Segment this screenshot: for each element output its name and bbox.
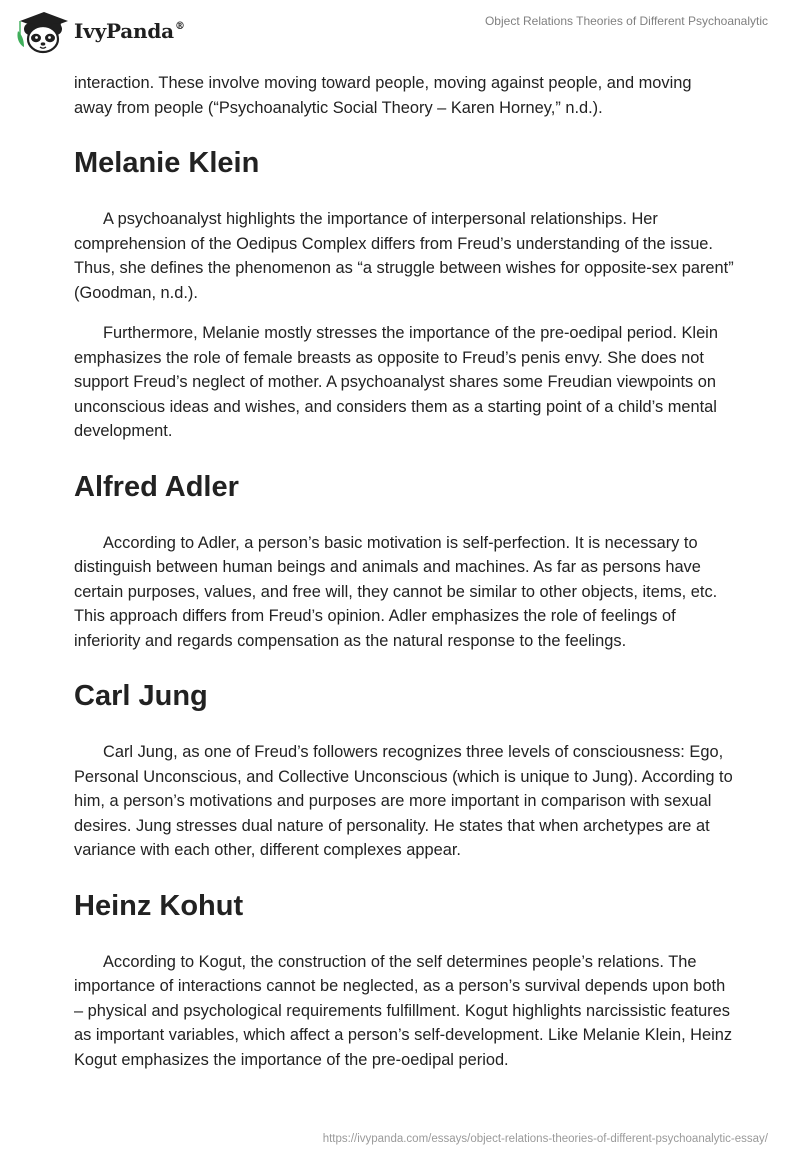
- ivypanda-logo[interactable]: [14, 9, 185, 55]
- section-heading-carl-jung: Carl Jung: [74, 680, 208, 712]
- paragraph-carl-jung-1: Carl Jung, as one of Freud’s followers recognizes three levels of consciousness: Ego, Personal Unconscious, and Collective Unconscious (which is unique to Jung). According to him, a person’s motivations and purposes are more important in comparison with sexual desires. Jung stresses dual nature of personality. He states that when archetypes are at variance with each other, different complexes appear.: [74, 743, 733, 859]
- section-heading-melanie-klein: Melanie Klein: [74, 147, 260, 179]
- logo-wordmark: [74, 19, 185, 43]
- registered-mark: ®: [174, 21, 185, 32]
- panda-graduation-cap-icon: [14, 9, 70, 55]
- source-url[interactable]: https://ivypanda.com/essays/object-relations-theories-of-different-psychoanalytic-essay/: [322, 1133, 768, 1145]
- intro-paragraph: interaction. These involve moving toward people, moving against people, and moving away from people (“Psychoanalytic Social Theory – Karen Horney,” n.d.).: [74, 74, 692, 117]
- section-heading-heinz-kohut: Heinz Kohut: [74, 889, 244, 922]
- section-heading-alfred-adler: Alfred Adler: [74, 470, 239, 503]
- paragraph-alfred-adler-1: According to Adler, a person’s basic motivation is self-perfection. It is necessary to distinguish between human beings and animals and machines. As far as persons have certain purposes, values, and free will, they cannot be similar to other objects, items, etc. This approach differs from Freud’s opinion. Adler emphasizes the role of feelings of inferiority and regards compensation as the natural response to the feelings.: [74, 533, 718, 650]
- article-body: [74, 71, 734, 1088]
- logo-text: IvyPanda: [74, 19, 174, 43]
- document-title: Object Relations Theories of Different Psychoanalytic: [484, 14, 768, 28]
- paragraph-melanie-klein-1: A psychoanalyst highlights the importance of interpersonal relationships. Her comprehension of the Oedipus Complex differs from Freud’s understanding of the issue. Thus, she defines the phenomenon as “a struggle between wishes for opposite-sex parent” (Goodman, n.d.).: [74, 210, 734, 302]
- paragraph-melanie-klein-2: Furthermore, Melanie mostly stresses the importance of the pre-oedipal period. Klein emphasizes the role of female breasts as opposite to Freud’s penis envy. She does not support Freud’s neglect of mother. A psychoanalyst shares some Freudian viewpoints on unconscious ideas and wishes, and considers them as a starting point of a child’s mental development.: [74, 324, 718, 440]
- page-header: [0, 0, 800, 62]
- paragraph-heinz-kohut-1: According to Kogut, the construction of the self determines people’s relations. The importance of interactions cannot be neglected, as a person’s survival depends upon both – physical and psychological requirements fulfillment. Kogut highlights narcissistic features as important variables, which affect a person’s self-development. Like Melanie Klein, Heinz Kogut emphasizes the importance of the pre-oedipal period.: [74, 952, 733, 1069]
